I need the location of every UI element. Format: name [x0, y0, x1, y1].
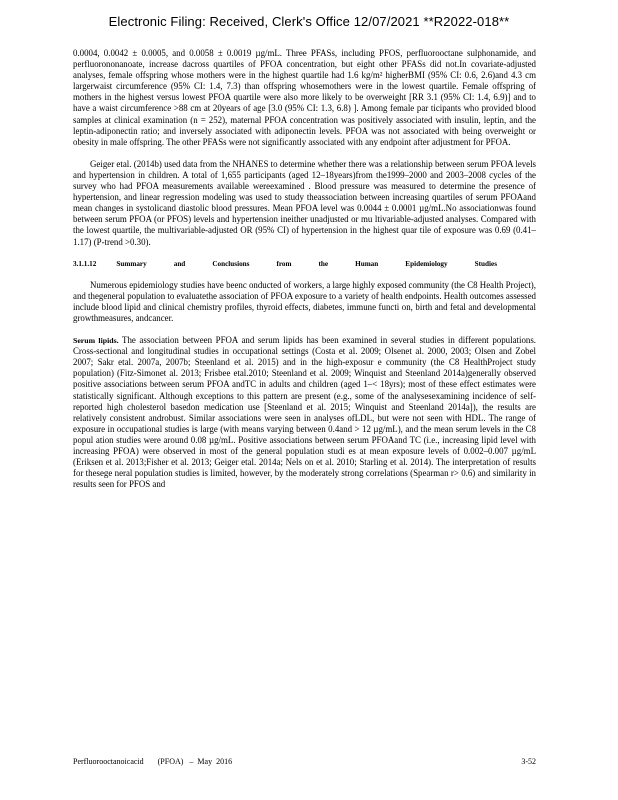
- heading-word: from: [276, 259, 292, 268]
- document-body: [73, 48, 536, 501]
- filing-header: Electronic Filing: Received, Clerk's Office 12/07/2021 **R2022-018**: [108, 14, 510, 29]
- heading-word: Studies: [474, 259, 497, 268]
- heading-word: Summary: [116, 259, 147, 268]
- paragraph-summary-intro: Numerous epidemiology studies have beenc onducted of workers, a large highly exposed community (the C8 Health Project), and thegeneral population to evaluatethe association of PFOA exposure to a variety of health endpoints. Health outcomes assessed include blood lipid and clinical chemistry profiles, thyroid effects, diabetes, immune functi on, birth and fetal and developmental growthmeasures, andcancer.: [73, 279, 536, 323]
- heading-word: and: [173, 259, 186, 268]
- heading-word: Epidemiology: [405, 259, 448, 268]
- footer-page-number: 3-52: [521, 757, 536, 766]
- section-heading: [73, 259, 536, 270]
- paragraph-continued-study: 0.0004, 0.0042 ± 0.0005, and 0.0058 ± 0.0019 µg/mL. Three PFASs, including PFOS, perfluorooctane sulphonamide, and perfluorononanoate, increase dacross quartiles of PFOA concentration, but eight other PFASs did not.In covariate-adjusted analyses, female offspring whose mothers were in the highest quartile had 1.6 kg/m² higherBMI (95% CI: 0.6, 2.6)and 4.3 cm largerwaist circumference (95% CI: 1.4, 7.3) than offspring whosemothers were in the lowest quartile. Female offspring of mothers in the highest versus lowest PFOA quartile were also more likely to be overweight [RR 3.1 (95% CI: 1.4, 6.9)] and to have a waist circumference >88 cm at 20years of age [3.0 (95% CI: 1.3, 6.8) ]. Among female par ticipants who provided blood samples at clinical examination (n = 252), maternal PFOA concentration was positively associated with insulin, leptin, and the leptin-adiponectin ratio; and inversely associated with adiponectin levels. PFOA was not associated with being overweight or obesity in male offspring. The other PFASs were not significantly associated with any endpoint after adjustment for PFOA.: [73, 48, 536, 147]
- section-number: 3.1.1.12: [73, 259, 97, 268]
- runin-heading: Serum lipids.: [73, 336, 119, 346]
- paragraph-geiger-2014b: Geiger etal. (2014b) used data from the NHANES to determine whether there was a relationship between serum PFOA levels and hypertension in children. A total of 1,655 participants (aged 12–18years)from the1999–2000 and 2003–2008 cycles of the survey who had PFOA measurements available wereexamined . Blood pressure was measured to determine the presence of hypertension, and linear regression modeling was used to study theassociation between increasing quartiles of serum PFOAand mean changes in systolicand diastolic blood pressures. Mean PFOA level was 0.0044 ± 0.0001 µg/mL.No associationwas found between serum PFOA (or PFOS) levels and hypertension ineither unadjusted or mu ltivariable-adjusted analyses. Compared with the lowest quartile, the multivariable-adjusted OR (95% CI) of hypertension in the highest quar tile of exposure was 0.69 (0.41–1.17) (P-trend >0.30).: [73, 158, 536, 247]
- heading-word: Conclusions: [212, 259, 250, 268]
- paragraph-serum-lipids-text: The association between PFOA and serum lipids has been examined in several studies in different populations. Cross-sectional and longitudinal studies in occupational settings (Costa et al. 2009; Olsenet al. 2000, 2003; Olsen and Zobel 2007; Sakr etal. 2007a, 2007b; Steenland et al. 2015) and in the high-exposur e community (the C8 HealthProject study population) (Fitz-Simonet al. 2013; Frisbee etal.2010; Steenland et al. 2009; Winquist and Steenland 2014a)generally observed positive associations between serum PFOA andTC in adults and children (aged 1–< 18yrs); most of these effect estimates were statistically significant. Although exceptions to this pattern are present (e.g., some of the analysesexamining incidence of self-reported high cholesterol basedon medication use [Steenland et al. 2015; Winquist and Steenland 2014a]), the results are relatively consistent androbust. Similar associations were seen in analyses ofLDL, but were not seen with HDL. The range of exposure in occupational studies is large (with means varying between 0.4and > 12 µg/mL), and the mean serum levels in the C8 popul ation studies were around 0.08 µg/mL. Positive associations between serum PFOAand TC (i.e., increasing lipid level with increasing PFOA) were observed in most of the general population studi es at mean exposure levels of 0.002–0.007 µg/mL (Eriksen et al. 2013;Fisher et al. 2013; Geiger etal. 2014a; Nels on et al. 2010; Starling et al. 2014). The interpretation of results for thesege neral population studies is limited, however, by the moderately strong correlations (Spearman r> 0.6) and similarity in results seen for PFOS and: [73, 335, 536, 490]
- footer-document-title: Perfluorooctanoicacid (PFOA) – May 2016: [73, 757, 233, 766]
- heading-word: Human: [355, 259, 379, 268]
- paragraph-serum-lipids: [73, 335, 536, 490]
- heading-word: the: [318, 259, 329, 268]
